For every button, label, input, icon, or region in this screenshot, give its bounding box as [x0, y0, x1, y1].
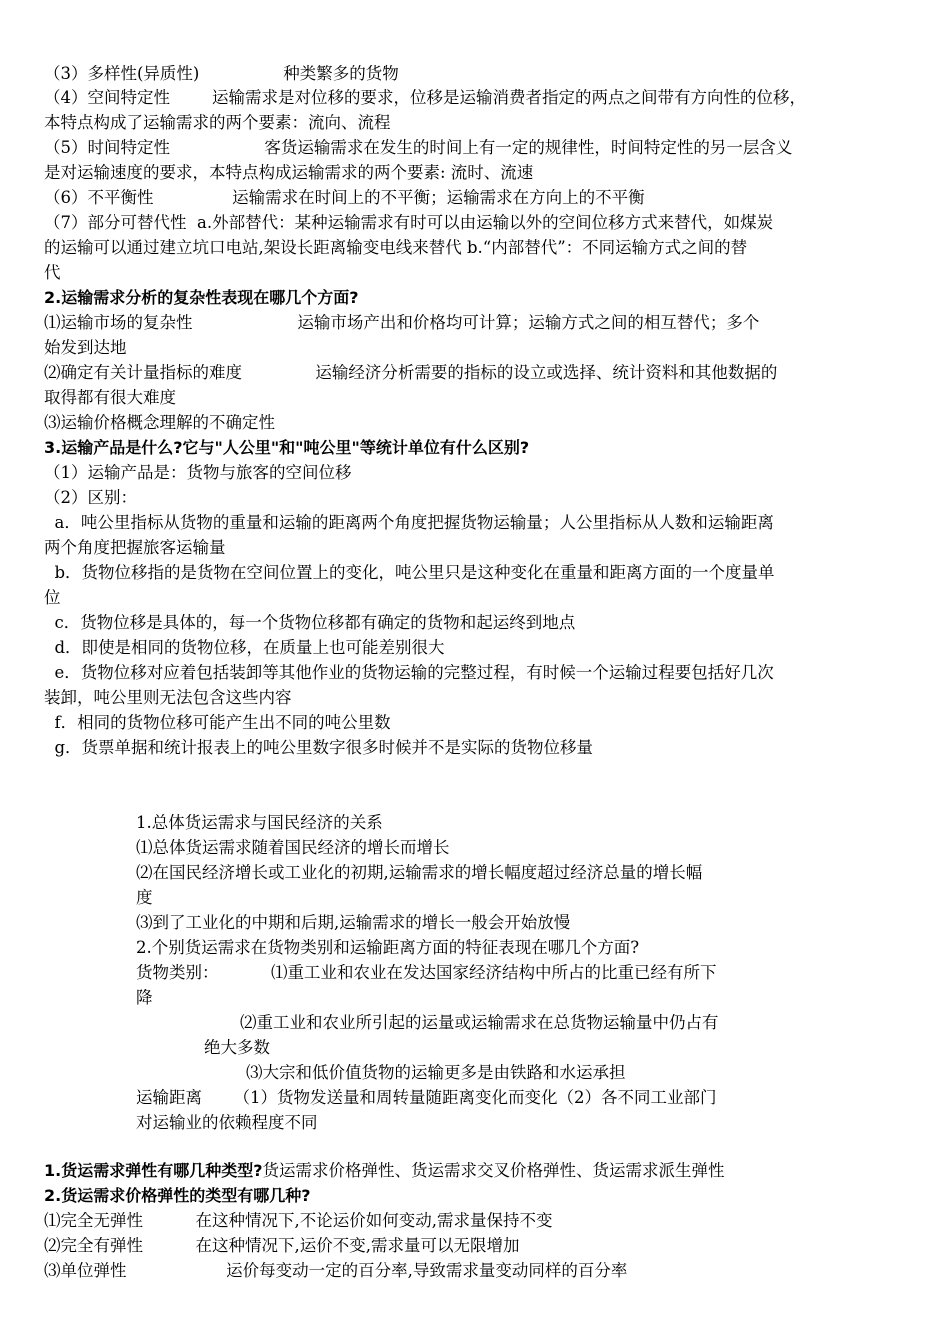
text-line: ⑵确定有关计量指标的难度 运输经济分析需要的指标的设立或选择、统计资料和其他数据的 [44, 363, 778, 382]
text-line: 货物类别： ⑴重工业和农业在发达国家经济结构中所占的比重已经有所下 [136, 963, 717, 982]
text-line: 位 [44, 588, 61, 607]
section-heading: 2.运输需求分析的复杂性表现在哪几个方面? [44, 288, 359, 307]
text-line: （6）不平衡性 运输需求在时间上的不平衡；运输需求在方向上的不平衡 [44, 188, 645, 207]
text-line: ⑴运输市场的复杂性 运输市场产出和价格均可计算；运输方式之间的相互替代；多个 [44, 313, 760, 332]
text-line: c．货物位移是具体的，每一个货物位移都有确定的货物和起运终到地点 [44, 613, 576, 632]
text-line: （1）运输产品是：货物与旅客的空间位移 [44, 463, 352, 482]
text-line: 运输距离 （1）货物发送量和周转量随距离变化而变化（2）各不同工业部门 [136, 1088, 717, 1107]
text-line: 2.个别货运需求在货物类别和运输距离方面的特征表现在哪几个方面? [136, 938, 640, 957]
text-line: 两个角度把握旅客运输量 [44, 538, 226, 557]
text-line: 度 [136, 888, 153, 907]
text-line: ⑵重工业和农业所引起的运量或运输需求在总货物运输量中仍占有 [240, 1013, 719, 1032]
text-line: （2）区别： [44, 488, 137, 507]
text-line: ⑴总体货运需求随着国民经济的增长而增长 [136, 838, 450, 857]
section-heading: 2.货运需求价格弹性的类型有哪几种? [44, 1186, 311, 1205]
text-line: g．货票单据和统计报表上的吨公里数字很多时候并不是实际的货物位移量 [44, 738, 594, 757]
text-line: ⑶单位弹性 运价每变动一定的百分率,导致需求量变动同样的百分率 [44, 1261, 628, 1280]
text-line: 降 [136, 988, 153, 1007]
text-line: ⑶大宗和低价值货物的运输更多是由铁路和水运承担 [246, 1063, 626, 1082]
text-line: ⑶运输价格概念理解的不确定性 [44, 413, 275, 432]
text-line: ⑴完全无弹性 在这种情况下,不论运价如何变动,需求量保持不变 [44, 1211, 553, 1230]
text-line: ⑵在国民经济增长或工业化的初期,运输需求的增长幅度超过经济总量的增长幅 [136, 863, 703, 882]
text-line: 装卸，吨公里则无法包含这些内容 [44, 688, 292, 707]
text-line: f．相同的货物位移可能产生出不同的吨公里数 [44, 713, 391, 732]
section-heading: 3.运输产品是什么?它与"人公里"和"吨公里"等统计单位有什么区别? [44, 438, 530, 457]
text-line: （3）多样性(异质性) 种类繁多的货物 [44, 64, 399, 83]
text-line: ⑵完全有弹性 在这种情况下,运价不变,需求量可以无限增加 [44, 1236, 520, 1255]
text-line: 对运输业的依赖程度不同 [136, 1113, 318, 1132]
text-line: b．货物位移指的是货物在空间位置上的变化，吨公里只是这种变化在重量和距离方面的一个度量单 [44, 563, 775, 582]
text-line: e．货物位移对应着包括装卸等其他作业的货物运输的完整过程，有时候一个运输过程要包括好几次 [44, 663, 774, 682]
text-line: （5）时间特定性 客货运输需求在发生的时间上有一定的规律性，时间特定性的另一层含义 [44, 138, 793, 157]
text-line: ⑶到了工业化的中期和后期,运输需求的增长一般会开始放慢 [136, 913, 571, 932]
text-line: 始发到达地 [44, 338, 127, 357]
text-line: a．吨公里指标从货物的重量和运输的距离两个角度把握货物运输量；人公里指标从人数和运输距离 [44, 513, 774, 532]
text-line: 取得都有很大难度 [44, 388, 176, 407]
text-line: （7）部分可替代性 a.外部替代：某种运输需求有时可以由运输以外的空间位移方式来替代，如煤炭 [44, 213, 774, 232]
text-line: 1.总体货运需求与国民经济的关系 [136, 813, 383, 832]
text-line: 是对运输速度的要求，本特点构成运输需求的两个要素: 流时、流速 [44, 163, 534, 182]
text-line: 本特点构成了运输需求的两个要素：流向、流程 [44, 113, 391, 132]
text-line: 的运输可以通过建立坑口电站,架设长距离输变电线来替代 b.“内部替代”：不同运输方式之间的替 [44, 238, 748, 257]
text-line: 代 [44, 263, 61, 282]
question-heading: 1.货运需求弹性有哪几种类型? [44, 1161, 263, 1180]
text-line: （4）空间特定性 运输需求是对位移的要求，位移是运输消费者指定的两点之间带有方向性的位移， [44, 88, 806, 107]
text-line: d．即使是相同的货物位移，在质量上也可能差别很大 [44, 638, 445, 657]
text-line: 绝大多数 [204, 1038, 270, 1057]
answer-text: 货运需求价格弹性、货运需求交叉价格弹性、货运需求派生弹性 [262, 1161, 725, 1180]
question-line [44, 1159, 725, 1183]
